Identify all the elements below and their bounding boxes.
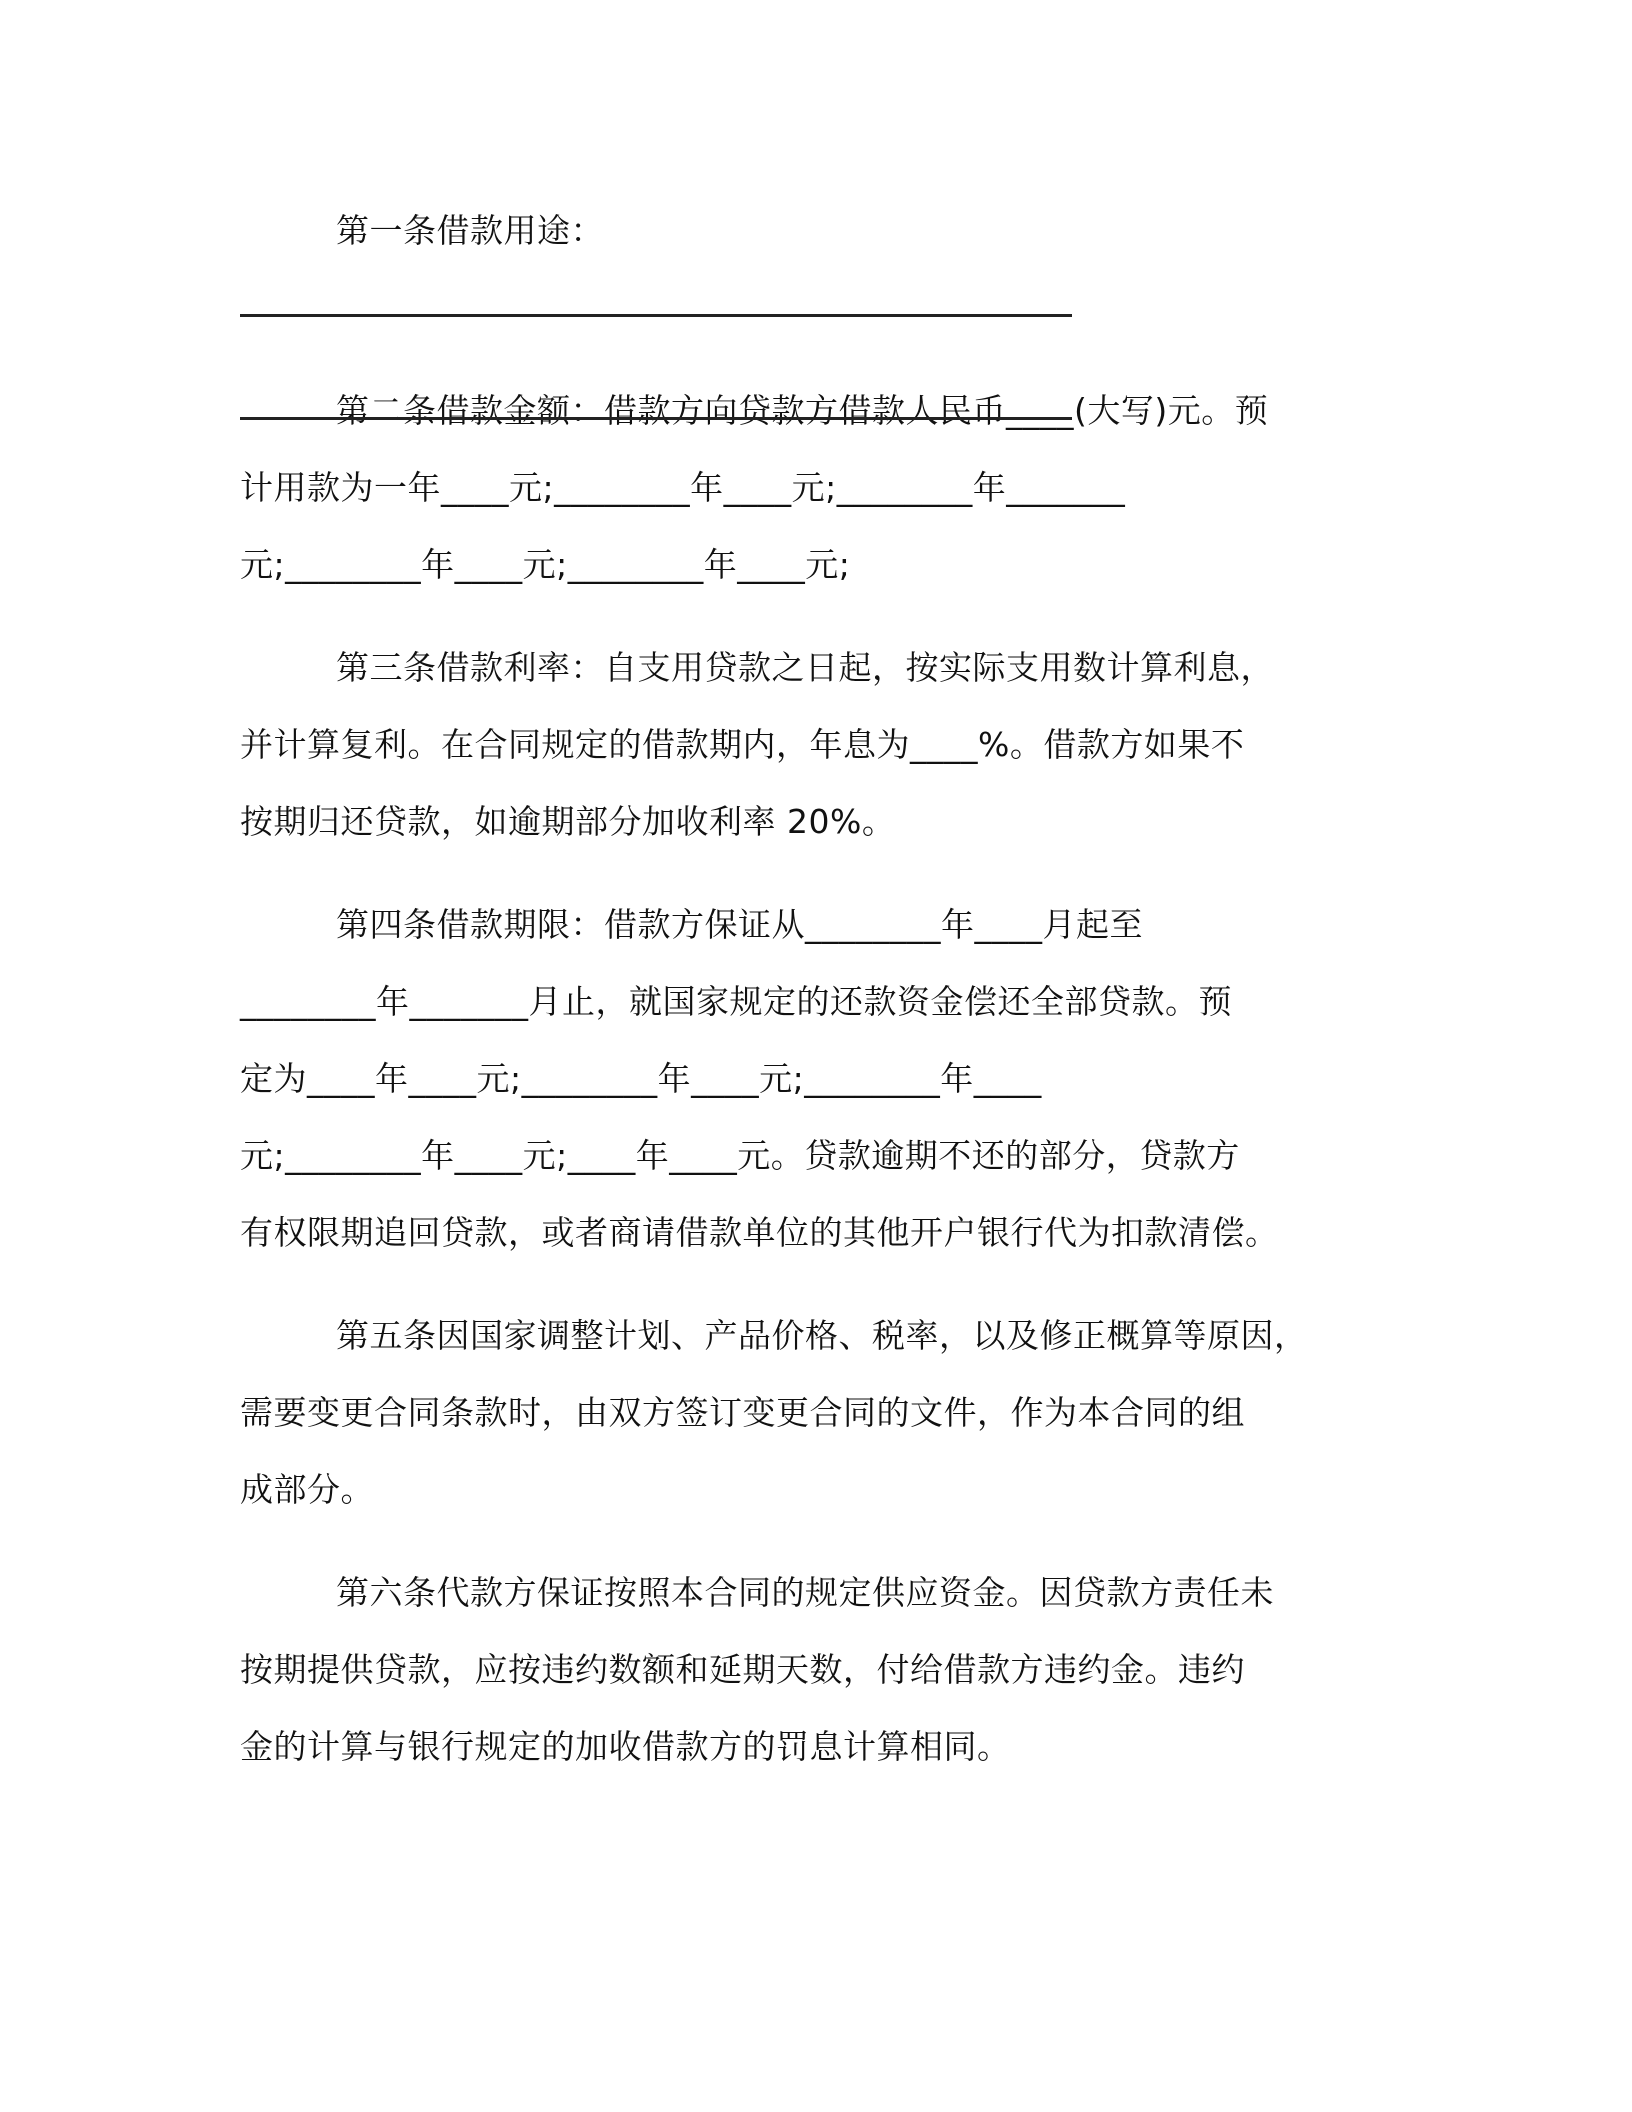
clause-line: 第四条借款期限：借款方保证从________年____月起至 [336, 905, 1143, 944]
blank-fill-underline [240, 314, 1072, 317]
clause-line: 有权限期追回贷款，或者商请借款单位的其他开户银行代为扣款清偿。 [240, 1213, 1279, 1252]
clause-3 [240, 629, 1400, 860]
clause-1 [240, 192, 1400, 269]
clause-line: 定为____年____元;________年____元;________年____ [240, 1059, 1042, 1098]
clause-line: 第一条借款用途： [336, 211, 604, 250]
clause-line: 计用款为一年____元;________年____元;________年_______ [240, 468, 1126, 507]
clause-line: 元;________年____元;________年____元; [240, 545, 851, 584]
clause-line: 按期归还贷款，如逾期部分加收利率 20%。 [240, 802, 896, 841]
clause-line: 第五条因国家调整计划、产品价格、税率，以及修正概算等原因， [336, 1316, 1308, 1355]
clause-line: 第三条借款利率：自支用贷款之日起，按实际支用数计算利息， [336, 648, 1274, 687]
clause-line: 按期提供贷款，应按违约数额和延期天数，付给借款方违约金。违约 [240, 1650, 1245, 1689]
clause-line: 需要变更合同条款时，由双方签订变更合同的文件，作为本合同的组 [240, 1393, 1245, 1432]
clause-line: 并计算复利。在合同规定的借款期内，年息为____%。借款方如果不 [240, 725, 1245, 764]
clause-line: 成部分。 [240, 1470, 374, 1509]
clause-6 [240, 1554, 1400, 1785]
clause-line: 元;________年____元;____年____元。贷款逾期不还的部分，贷款方 [240, 1136, 1240, 1175]
document-body [240, 192, 1400, 1811]
clause-line: ________年_______月止，就国家规定的还款资金偿还全部贷款。预 [240, 982, 1232, 1021]
clause-line: 金的计算与银行规定的加收借款方的罚息计算相同。 [240, 1727, 1011, 1766]
clause-2 [240, 372, 1400, 603]
spacer [240, 295, 1400, 372]
clause-line: 第六条代款方保证按照本合同的规定供应资金。因贷款方责任未 [336, 1573, 1274, 1612]
clause-5 [240, 1297, 1400, 1528]
clause-line: 第二条借款金额：借款方向贷款方借款人民币____(大写)元。预 [336, 391, 1269, 430]
clause-4 [240, 886, 1400, 1271]
